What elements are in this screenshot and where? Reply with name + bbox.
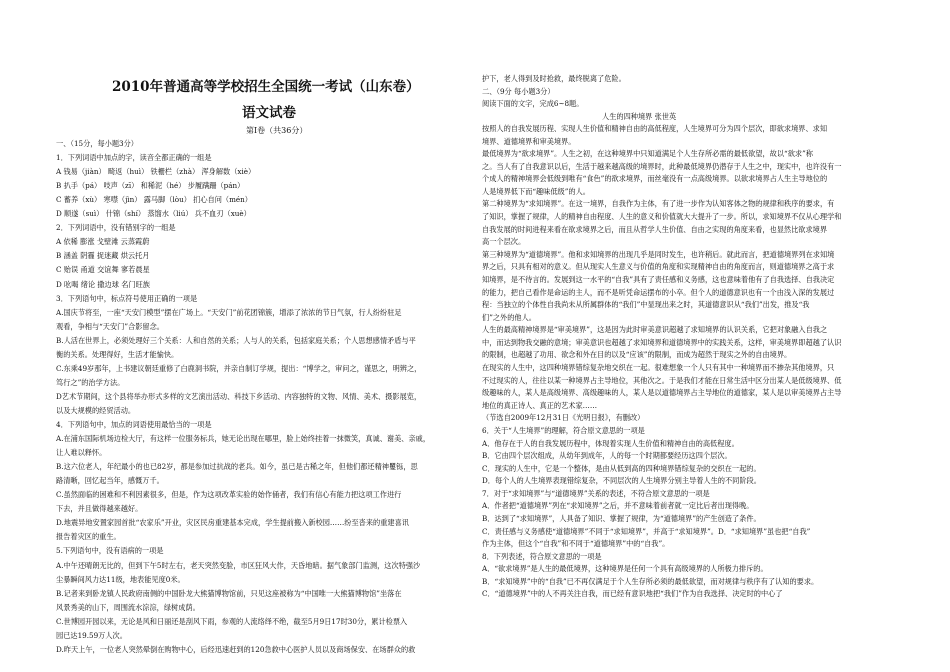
right-line: A．他存在于人的自我发展历程中，体现着实现人生价值和精神自由的高低程度。 (482, 438, 739, 448)
left-line: 让人难以释怀。 (56, 448, 107, 458)
right-line: B．“求知境界”中的“自我”已不再仅满足于个人生存所必须的最低欲望，而对规律与秩序有了认知的要求。 (482, 576, 819, 586)
right-line: 最低境界为“欲求境界”。人生之初，在这种境界中只知道满足个人生存所必需的最低欲望，故以“欲求”称 (482, 149, 813, 159)
right-line: A．作者把“道德境界”列在“求知境界”之后，并不意味着前者就一定比后者出现得晚。 (482, 501, 754, 511)
left-line: 5.下列语句中，没有语病的一项是 (56, 546, 164, 556)
right-line: 地位的真正诗人、真正的艺术家…… (482, 400, 598, 410)
left-line: D.地震异地安置家园首批“农家乐”开业，灾区民房重建基本完成，学生提前搬入新校园……纷至沓来的重建喜讯 (56, 518, 409, 528)
exam-title: 2010年普通高等学校招生全国统一考试（山东卷） (112, 79, 420, 95)
left-line: B 涵盖 阴霾 捉迷藏 烘云托月 (56, 251, 150, 261)
left-line: C.东乘49岁那年，上书建议朝廷重修了白鹿洞书院，并亲自制订学规，提出：“博学之，审问之，谨思之，明辨之， (56, 363, 422, 373)
right-line: 在现实的人生中，这四种境界错综复杂地交织在一起。很难想象一个人只有其中一种境界而不掺杂其他境界，只 (482, 363, 835, 373)
right-line: 第三种境界为“道德境界”。他和求知境界的出现几乎是同时发生，也许稍后。就此而言，把道德境界列在求知境 (482, 249, 835, 259)
left-line: 报告着灾区的重生。 (56, 532, 121, 542)
left-line: B.这六位老人，年纪最小的也已82岁，都是参加过抗战的老兵。如今，虽已是古稀之年，但他们都还精神矍铄，思 (56, 462, 418, 472)
left-line: C.虽然面临的困难和不利因素很多，但是，作为这项改革实验的始作俑者，我们有信心有能力把这项工作进行 (56, 490, 402, 500)
right-line: 了知识，掌握了规律，人的精神自由程度、人生的意义和价值就大大提升了一步。所以，求知境界不仅从心理学和 (482, 212, 842, 222)
left-line: 路清晰，回忆起当年，感慨万千。 (56, 476, 164, 486)
left-line: D 顺遂（suì） 什锦（shí） 蒸馏水（liú） 兵不血刃（xuè） (56, 209, 251, 219)
right-line: 程：当独立的个体性自我尚未从所属群体的“我们”中显现出来之时，其道德意识从“我们”出发，推及“我 (482, 300, 810, 310)
exam-subtitle: 语文试卷 (242, 105, 296, 121)
left-line: 4．下列语句中，加点的词语使用最恰当的一项是 (56, 420, 212, 429)
right-top-line: 阅读下面的文字，完成6~8题。 (482, 99, 584, 108)
right-line: D．每个人的人生境界表现错综复杂，不同层次的人生境界分别主导着人生的不同阶段。 (482, 476, 761, 486)
right-line: 不过现实的人，往往以某一种境界占主导地位，其他次之。于是我们才能在日常生活中区分出某人是低级境界、低 (482, 375, 842, 385)
right-line: 们”之外的他人。 (482, 312, 536, 322)
left-line: 1．下列词语中加点的字，读音全都正确的一组是 (56, 153, 212, 163)
right-line: 自我发展的时间进程来看在欲求境界之后，而且从哲学人生价值、自由之实现的角度来看，也显然比欲求境界 (482, 224, 828, 234)
right-line: 6．关于“人生境界”的理解，符合原文意思的一项是 (482, 425, 645, 435)
left-line: A.中午还晴朗无比的，但到下午5时左右，老天突然变脸，市区狂风大作，天昏地暗。据气象部门监测，这次特强沙 (56, 560, 421, 570)
right-top-line: 二、（9分 每小题3分） (482, 86, 555, 96)
left-line: 衡的关系。处理得好，生活才能愉快。 (56, 349, 179, 359)
left-line: A.在浦东国际机场边检大厅，有这样一位服务标兵，她无论出现在哪里，脸上始终挂着一抹微笑，真诚、谢美、亲戚， (56, 434, 431, 444)
right-line: 级趣味的人，某人是高级境界、高级趣味的人，某人是以道德境界占主导地位的道德家，某人是以审美境界占主导 (482, 388, 842, 398)
left-line: C 蓄养（xù） 寒噤（jìn） 露马脚（lòu） 扪心自问（mén） (56, 195, 252, 205)
right-line: 人是境界低下而“趣味低级”的人。 (482, 186, 590, 196)
right-line: 按照人的自我发展历程、实现人生价值和精神自由的高低程度，人生境界可分为四个层次，即欲求境界、求知 (482, 124, 828, 133)
left-line: 尘暴瞬间风力达11级，地表能见度0米。 (56, 574, 185, 584)
right-top-line: 护下，老人得到及时抢救，最终脱离了危险。 (482, 74, 626, 83)
left-line: C.世博园开园以来，无论是风和日丽还是刮风下雨，参观的人流络绎不绝，截至5月9日17时30分，累计检票入 (56, 616, 408, 626)
left-line: 园已达19.59万人次。 (56, 630, 127, 640)
right-line: 第二种境界为“求知境界”。在这一境界，自我作为主体，有了进一步作为认知客体之物的规律和秩序的要求，有 (482, 199, 835, 209)
right-line: 界之后，只具有相对的意义。但从现实人生意义与价值的角度和实现精神自由的角度而言，则道德境界之高于求 (482, 262, 835, 272)
left-line: 3．下列语句中，标点符号使用正确的一项是 (56, 293, 198, 303)
left-line: A.国庆节将至，一座“天安门模型”摆在广场上。“天安门”前花团锦簇，增添了浓浓的节日气氛，行人纷纷驻足 (56, 307, 402, 317)
left-line: 观看，争相与“天安门”合影留念。 (56, 321, 164, 331)
right-line: 的能力，把自己看作是命运的主人，而不是听凭命运摆布的小卒。但个人的道德意识也有一个由浅入深的发展过 (482, 287, 835, 297)
left-line: 以及大规模的经贸活动。 (56, 405, 136, 415)
left-line: D.昨天上午，一位老人突然晕倒在购物中心，后经迅速赶到的120急救中心医护人员以及商场保安、在场群众的救 (56, 644, 416, 654)
right-line: （节选自2009年12月31日《光明日报》，有删改） (482, 413, 645, 423)
right-line: 中，而达到物我交融的意境；审美意识也超越了求知境界和道德境界中的实践关系，这样，审美境界即超越了认识 (482, 337, 842, 347)
right-line: C．责任感与义务感使“道德境界”不同于“求知境界”，并高于“求知境界”。D．“求知境界”虽也把“自我” (482, 526, 811, 536)
right-line: C．现实的人生中，它是一个整体，是由从低到高的四种境界错综复杂的交织在一起的。 (482, 463, 761, 473)
right-line: 境界、道德境界和审美境界。 (482, 136, 576, 146)
left-line: B.人活在世界上，必须处理好三个关系：人和自然的关系；人与人的关系，包括家庭关系；个人思想感情矛盾与平 (56, 335, 416, 345)
left-line: B 扒手（pá） 吱声（zī） 和稀泥（hé） 步履蹒跚（pán） (56, 181, 245, 191)
left-line: 一、（15分，每小题3分） (56, 139, 138, 148)
right-line: 的限制，也超越了功用、欲念和外在目的以及“应该”的限制，而成为超然于现实之外的自由境界。 (482, 350, 792, 360)
right-line: B．它由四个层次组成，从幼年到成年，人的每一个时期都要经历这四个层次。 (482, 451, 732, 461)
left-line: A 钱易（jiàn） 畸返（huì） 铁栅栏（zhà） 浑身解数（xiè） (56, 167, 256, 177)
right-line: 8．下列表述，符合原文意思的一项是 (482, 551, 602, 561)
left-line: C 贻误 甬道 交谊舞 寥若晨星 (56, 265, 150, 275)
part-heading: 第Ⅰ卷（共36分） (246, 126, 308, 135)
left-line: 2．下列词语中，没有错别字的一组是 (56, 223, 176, 233)
article-title: 人生的四种境界 张世英 (602, 112, 677, 121)
right-line: B．达到了“求知境界”，人具备了知识、掌握了规律，为“道德境界”的产生创造了条件。 (482, 513, 761, 523)
left-line: 下去，并且做得越来越好。 (56, 504, 143, 514)
left-line: 风景秀美的山下，周围流水淙淙，绿树成荫。 (56, 602, 200, 612)
right-line: 知境界，是不待言的。发展到这一水平的“自我”具有了责任感和义务感，这也意味着他有了自我选择、自我决定 (482, 274, 835, 284)
right-line: 之。当人有了自我意识以后，生活于越来越高级的境界时，此种最低境界仍潜存于人生之中，现实中，也许没有一 (482, 161, 842, 171)
right-line: A．“欲求境界”是人生的最低境界，这种境界是任何一个具有高级境界的人所极力排斥的。 (482, 564, 768, 574)
right-line: C．“道德境界”中的人不再关注自我，而已经有意识地把“我们”作为自我选择、决定时的中心了 (482, 589, 783, 599)
right-line: 作为主体，但这个“自我”和不同于“道德境界”中的“自我”。 (482, 539, 670, 549)
right-line: 7．对于“求知境界”与“道德境界”关系的表述，不符合原文意思的一项是 (482, 488, 710, 498)
right-line: 高一个层次。 (482, 237, 526, 247)
left-line: B.记者来到卧龙镇人民政府南侧的中国卧龙大熊猫博物馆前，只见这座被称为“中国唯一大熊猫博物馆”坐落在 (56, 588, 402, 598)
right-line: 个成人的精神境界会低级到唯有“食色”的欲求境界，而丝毫没有一点高级境界。以欲求境界占人生主导地位的 (482, 174, 828, 184)
left-line: A 依稀 膨涨 戈壁滩 云蒸霞蔚 (56, 237, 150, 247)
left-line: D 吆喝 绪论 撒边球 名门旺族 (56, 279, 150, 289)
right-line: 人生的最高精神境界是“审美境界”，这是因为此时审美意识超越了求知境界的认识关系，它把对象融入自我之 (482, 325, 828, 335)
left-line: 笃行之”的治学方法。 (56, 377, 125, 387)
left-line: D艺术节期间，这个县将举办形式多样的文艺演出活动、科技下乡活动、内容独特的文物、风情、美术、摄影展览， (56, 391, 422, 401)
